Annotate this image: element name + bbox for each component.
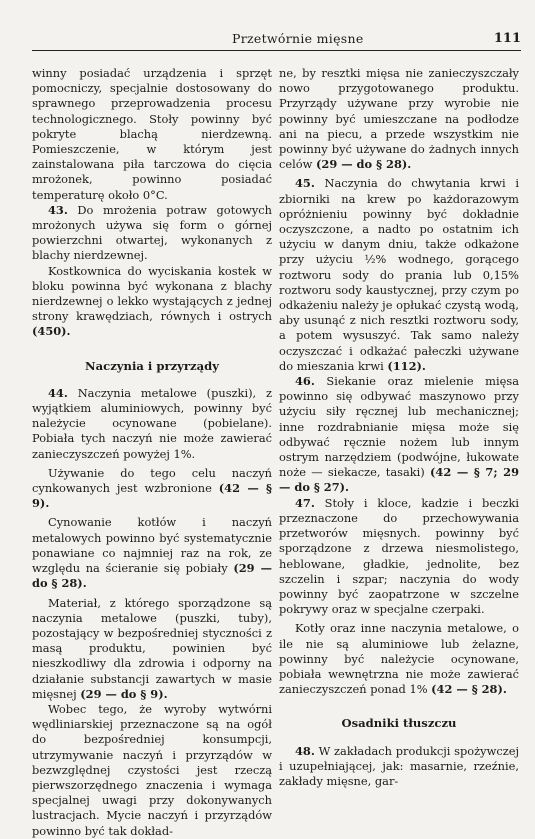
- right-column: [279, 66, 519, 789]
- section-heading: Naczynia i przyrządy: [85, 358, 219, 373]
- paragraph: Wobec tego, że wyroby wytwórni wędliniarskiej przeznaczone są na ogół do bezpośredniej konsumpcji, utrzymywanie naczyń i przyrządów w bezwzględnej czystości jest rzeczą pierwszorzędnego znaczenia i wymaga specjalnej uwagi przy dokonywanych lustracjach. Mycie naczyń i przyrządów powinno być tak dokład-: [32, 701, 272, 838]
- running-header: [32, 28, 521, 51]
- paragraph-48: 48. W zakładach produkcji spożywczej i uzupełniającej, jak: masarnie, rzeźnie, zakłady mięsne, gar-: [279, 743, 520, 788]
- left-column: [32, 66, 272, 839]
- page-number: 111: [493, 31, 521, 46]
- section-heading: Osadniki tłuszczu: [341, 716, 457, 731]
- paragraph-46: 46. Siekanie oraz mielenie mięsa powinno się odbywać maszynowo przy użyciu siły ręcznej lub mechanicznej; inne rozdrabnianie mięsa może się odbywać ręcznie nożem lub innym ostrym narzędziem (podwójne, łukowate noże — siekacze, tasaki) (42 — § 7; 29 — do § 27).: [279, 374, 520, 495]
- paragraph: Cynowanie kotłów i naczyń metalowych powinno być systematycznie ponawiane co najmniej raz na rok, ze względu na ścieranie się pobiały (29 — do § 28).: [32, 515, 272, 591]
- paragraph: Kotły oraz inne naczynia metalowe, o ile nie są aluminiowe lub żelazne, powinny być należycie ocynowane, pobiała wewnętrzna nie może zawierać zanieczyszczeń ponad 1% (42 — § 28).: [279, 621, 519, 697]
- paragraph-47: 47. Stoły i kloce, kadzie i beczki przeznaczone do przechowywania przetworów mięsnych. powinny być sporządzone z drzewa niesmolistego, heblowane, gładkie, jednolite, bez szczelin i szpar; naczynia do wody powinny być zaopatrzone w szczelne pokrywy oraz w specjalne czerpaki.: [279, 495, 519, 617]
- paragraph: Materiał, z którego sporządzone są naczynia metalowe (puszki, tuby), pozostający w bezpośredniej styczności z masą produktu, powinien być nieszkodliwy dla zdrowia i odporny na działanie substancji zawartych w masie mięsnej (29 — do § 9).: [32, 595, 272, 701]
- running-title: Przetwórnie mięsne: [232, 31, 364, 46]
- paragraph-43: 43. Do mrożenia potraw gotowych mrożonych używa się form o górnej powierzchni otwartej, wykonanych z blachy nierdzewnej.: [32, 202, 272, 263]
- paragraph-45: 45. Naczynia do chwytania krwi i zbiorniki na krew po każdorazowym opróżnieniu powinny być dokładnie oczyszczone, a nadto po ostatnim ich użyciu w danym dniu, także odkażone przy użyciu ½% wodnego, gorącego roztworu sody do prania lub 0,15% roztworu sody kaustycznej, przy czym po odkażeniu należy je opłukać czystą wodą, aby usunąć z nich resztki roztworu sody, a potem wysuszyć. Tak samo należy oczyszczać i odkażać pałeczki używane do mieszania krwi (112).: [279, 176, 519, 373]
- paragraph: ne, by resztki mięsa nie zanieczyszczały nowo przygotowanego produktu. Przyrządy używane przy wyrobie nie powinny być umieszczane na podłodze ani na piecu, a przede wszystkim nie powinny być używane do żadnych innych celów (29 — do § 28).: [279, 66, 519, 172]
- paragraph: winny posiadać urządzenia i sprzęt pomocniczy, specjalnie dostosowany do sprawnego przeprowadzenia procesu technologicznego. Stoły powinny być pokryte blachą nierdzewną. Pomieszczenie, w którym jest zainstalowana piła tarczowa do cięcia mrożonek, powinno posiadać temperaturę około 0°C.: [32, 66, 272, 202]
- paragraph: Kostkownica do wyciskania kostek w bloku powinna być wykonana z blachy nierdzewnej o lekko wystających z jednej strony krawędziach, równych i ostrych (450).: [32, 263, 272, 339]
- paragraph: Używanie do tego celu naczyń cynkowanych jest wzbronione (42 — § 9).: [32, 465, 272, 511]
- paragraph-44: 44. Naczynia metalowe (puszki), z wyjątkiem aluminiowych, powinny być należycie ocynowane (pobielane). Pobiała tych naczyń nie może zawierać zanieczyszczeń powyżej 1%.: [32, 385, 273, 461]
